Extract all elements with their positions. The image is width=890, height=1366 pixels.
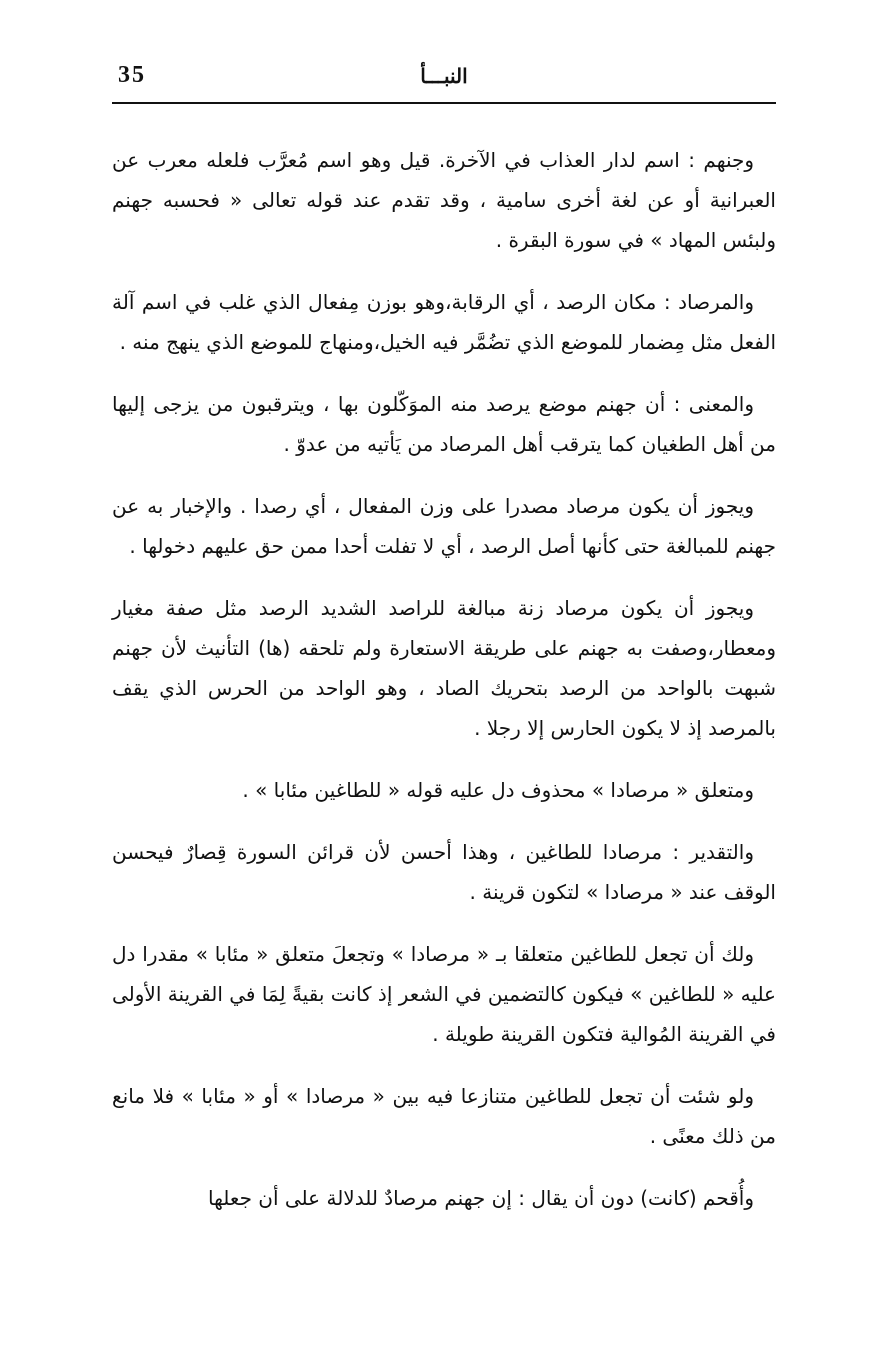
body-text [112, 140, 776, 1218]
paragraph: وأُقحم (كانت) دون أن يقال : إن جهنم مرصادٌ للدلالة على أن جعلها [207, 1186, 754, 1210]
paragraph: ومتعلق « مرصادا » محذوف دل عليه قوله « للطاغين مئابا » . [242, 778, 754, 802]
paragraph: وجنهم : اسم لدار العذاب في الآخرة. قيل وهو اسم مُعرَّب فلعله معرب عن العبرانية أو عن لغة أخرى سامية ، وقد تقدم عند قوله تعالى « فحسبه جهنم ولبئس المهاد » في سورة البقرة . [112, 148, 776, 252]
paragraph: والمرصاد : مكان الرصد ، أي الرقابة،وهو بوزن مِفعال الذي غلب في اسم آلة الفعل مثل مِضمار للموضع الذي تضُمَّر فيه الخيل،ومنهاج للموضع الذي ينهج منه . [112, 290, 776, 354]
paragraph: والتقدير : مرصادا للطاغين ، وهذا أحسن لأن قرائن السورة قِصارٌ فيحسن الوقف عند « مرصادا » لتكون قرينة . [112, 840, 776, 904]
header-rule [112, 102, 776, 104]
page-number: 35 [118, 62, 146, 88]
paragraph: ويجوز أن يكون مرصاد زنة مبالغة للراصد الشديد الرصد مثل صفة مغيار ومعطار،وصفت به جهنم على طريقة الاستعارة ولم تلحقه (ها) التأنيث لأن جهنم شبهت بالواحد من الرصد بتحريك الصاد ، وهو الواحد من الحرس الذي يقف بالمرصد إذ لا يكون الحارس إلا رجلا . [112, 596, 776, 740]
paragraph: والمعنى : أن جهنم موضع يرصد منه الموَكّلون بها ، ويترقبون من يزجى إليها من أهل الطغيان كما يترقب أهل المرصاد من يَأتيه من عدوّ . [112, 392, 776, 456]
paragraph: ولك أن تجعل للطاغين متعلقا بـ « مرصادا » وتجعلَ متعلق « مئابا » مقدرا دل عليه « للطاغين » فيكون كالتضمين في الشعر إذ كانت بقيةً لِمَا في القرينة الأولى في القرينة المُوالية فتكون القرينة طويلة . [112, 942, 776, 1046]
page-header [112, 60, 776, 100]
paragraph: ولو شئت أن تجعل للطاغين متنازعا فيه بين « مرصادا » أو « مئابا » فلا مانع من ذلك معنًى . [112, 1084, 776, 1148]
paragraph: ويجوز أن يكون مرصاد مصدرا على وزن المفعال ، أي رصدا . والإخبار به عن جهنم للمبالغة حتى كأنها أصل الرصد ، أي لا تفلت أحدا ممن حق عليهم دخولها . [112, 494, 776, 558]
running-title: النبـــأ [420, 64, 468, 88]
